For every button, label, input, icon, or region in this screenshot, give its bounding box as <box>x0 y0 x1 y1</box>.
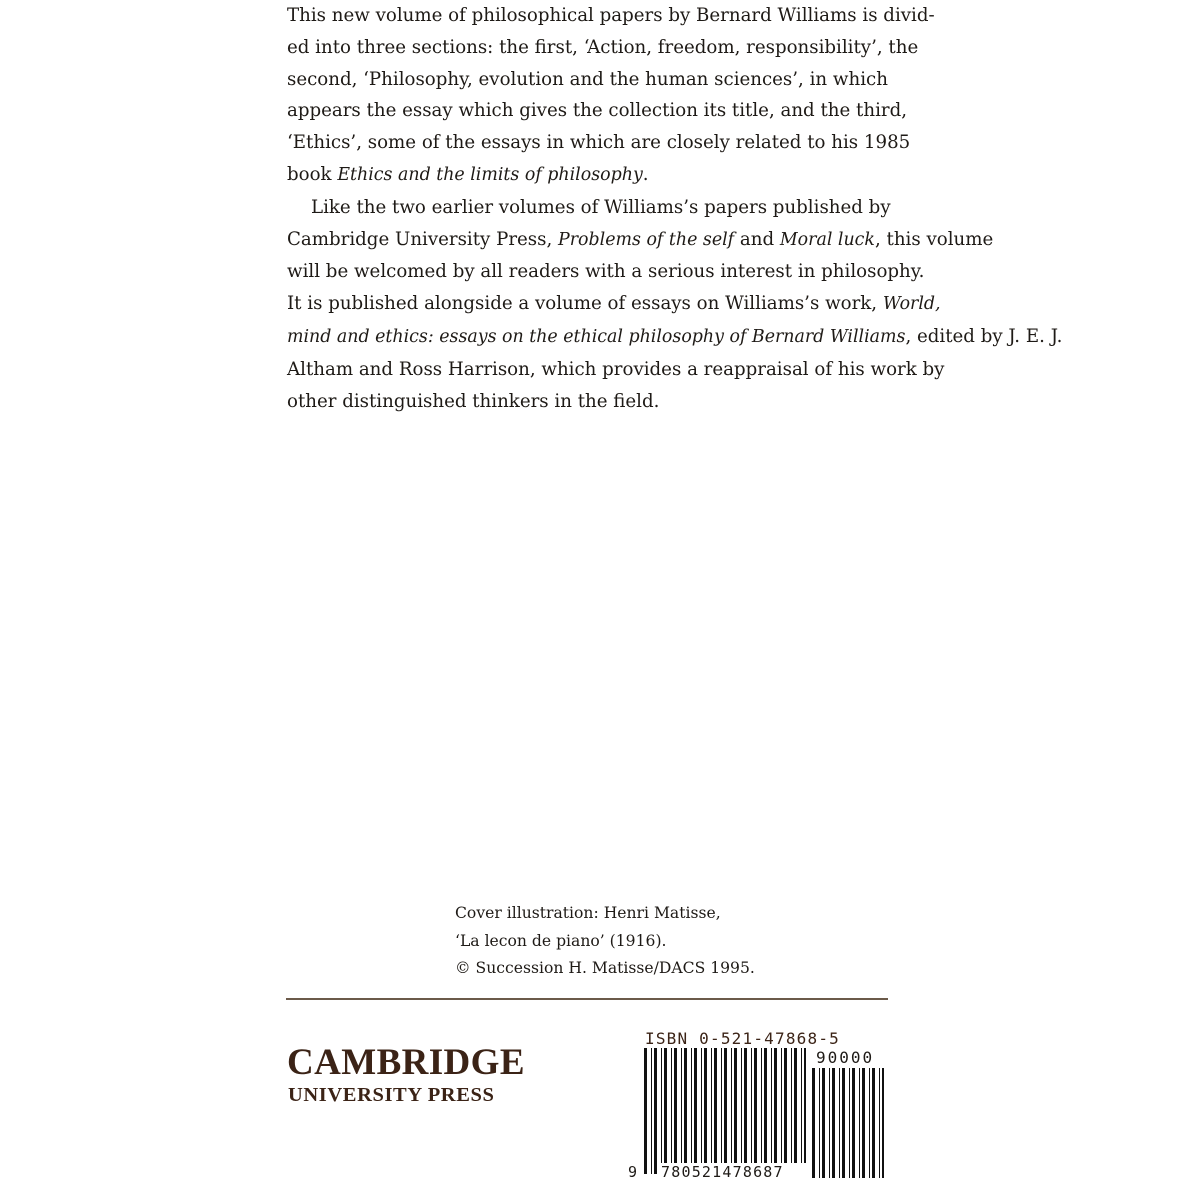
barcode-bar <box>781 1048 782 1174</box>
barcode-bar <box>832 1068 835 1178</box>
barcode-bar <box>862 1068 865 1178</box>
barcode-bar <box>751 1048 752 1174</box>
barcode-bar <box>674 1048 677 1174</box>
barcode-bar <box>794 1048 797 1174</box>
barcode-bar <box>869 1068 870 1178</box>
barcode-bar <box>741 1048 742 1174</box>
blurb-line: Like the two earlier volumes of Williams’s papers published by <box>311 196 891 218</box>
blurb-text <box>287 0 1063 417</box>
barcode-bar <box>734 1048 737 1174</box>
barcode-bar <box>829 1068 830 1178</box>
barcode-bar <box>664 1048 667 1174</box>
barcode-bar <box>684 1048 687 1174</box>
barcode-digit-first: 9 <box>628 1163 638 1178</box>
barcode-digits: 780521478687 <box>661 1163 784 1178</box>
barcode-bar <box>654 1048 657 1174</box>
barcode-bar <box>691 1048 692 1174</box>
barcode-bar <box>694 1048 697 1174</box>
barcode-bar <box>721 1048 722 1174</box>
blurb-line <box>287 224 994 257</box>
blurb-line <box>287 288 941 321</box>
barcode-bar <box>704 1048 707 1174</box>
barcode-bar <box>731 1048 732 1174</box>
publisher-name: CAMBRIDGE <box>287 1042 525 1083</box>
blurb-line: Altham and Ross Harrison, which provides a reappraisal of his work by <box>287 358 945 380</box>
book-title-world-cont: mind and ethics: essays on the ethical philosophy of Bernard Williams <box>287 326 906 347</box>
barcode-bar <box>879 1068 880 1178</box>
barcode-bar <box>839 1068 840 1178</box>
barcode-bar <box>671 1048 672 1174</box>
publisher-subname: UNIVERSITY PRESS <box>288 1084 495 1106</box>
book-title-problems: Problems of the self <box>558 229 735 250</box>
blurb-line: appears the essay which gives the collection its title, and the third, <box>287 100 908 122</box>
blurb-line: will be welcomed by all readers with a serious interest in philosophy. <box>287 261 925 283</box>
book-title-world: World, <box>882 294 941 315</box>
barcode-bar <box>754 1048 757 1174</box>
blurb-line: ‘Ethics’, some of the essays in which are closely related to his 1985 <box>287 132 911 154</box>
blurb-text-run: Cambridge University Press, <box>287 228 559 250</box>
book-title-ethics: Ethics and the limits of philosophy <box>337 164 643 185</box>
barcode-bar <box>774 1048 777 1174</box>
blurb-text-run: , this volume <box>874 228 994 250</box>
blurb-line: other distinguished thinkers in the field. <box>287 390 660 412</box>
barcode-bar <box>822 1068 825 1178</box>
barcode-bar <box>872 1068 875 1178</box>
barcode-bar <box>711 1048 712 1174</box>
barcode-bar <box>882 1068 884 1178</box>
credit-line: © Succession H. Matisse/DACS 1995. <box>455 959 755 977</box>
barcode-bar <box>761 1048 762 1174</box>
barcode-bar <box>784 1048 787 1174</box>
barcode-bar <box>804 1048 806 1174</box>
barcode-graphic <box>628 1046 888 1178</box>
divider-rule <box>286 998 888 1000</box>
barcode-bar <box>651 1048 652 1174</box>
barcode-bar <box>771 1048 772 1174</box>
blurb-text-run: , edited by J. E. J. <box>905 325 1063 347</box>
barcode-addon-digits: 90000 <box>816 1048 875 1067</box>
barcode-bars-main <box>644 1048 806 1174</box>
barcode-bar <box>714 1048 717 1174</box>
book-title-moral-luck: Moral luck <box>779 229 875 250</box>
barcode-bar <box>819 1068 820 1178</box>
isbn-label: ISBN 0-521-47868-5 <box>645 1029 840 1048</box>
blurb-line: ed into three sections: the first, ‘Action, freedom, responsibility’, the <box>287 36 919 58</box>
blurb-line: second, ‘Philosophy, evolution and the human sciences’, in which <box>287 68 888 90</box>
barcode <box>628 1046 888 1178</box>
barcode-bar <box>801 1048 802 1174</box>
barcode-bar <box>859 1068 860 1178</box>
barcode-bar <box>852 1068 855 1178</box>
barcode-bar <box>644 1048 647 1174</box>
barcode-bar <box>744 1048 747 1174</box>
blurb-text-run: and <box>734 228 780 250</box>
blurb-text-run: It is published alongside a volume of essays on Williams’s work, <box>287 293 883 315</box>
blurb-text-run: book <box>287 163 338 185</box>
barcode-bars-addon <box>812 1068 884 1178</box>
cover-credit <box>455 900 755 983</box>
blurb-line <box>287 159 887 192</box>
barcode-bar <box>701 1048 702 1174</box>
barcode-bar <box>724 1048 727 1174</box>
barcode-bar <box>849 1068 850 1178</box>
barcode-bar <box>681 1048 682 1174</box>
credit-line: ‘La lecon de piano’ (1916). <box>455 931 667 950</box>
blurb-text-run: . <box>642 163 649 185</box>
barcode-bar <box>764 1048 767 1174</box>
blurb-line: This new volume of philosophical papers by Bernard Williams is divid- <box>287 5 935 26</box>
barcode-bar <box>661 1048 662 1174</box>
barcode-bar <box>812 1068 815 1178</box>
barcode-bar <box>791 1048 792 1174</box>
publisher-logo <box>287 1043 525 1107</box>
credit-line: Cover illustration: Henri Matisse, <box>455 904 721 922</box>
barcode-bar <box>842 1068 845 1178</box>
blurb-line <box>287 321 1063 354</box>
